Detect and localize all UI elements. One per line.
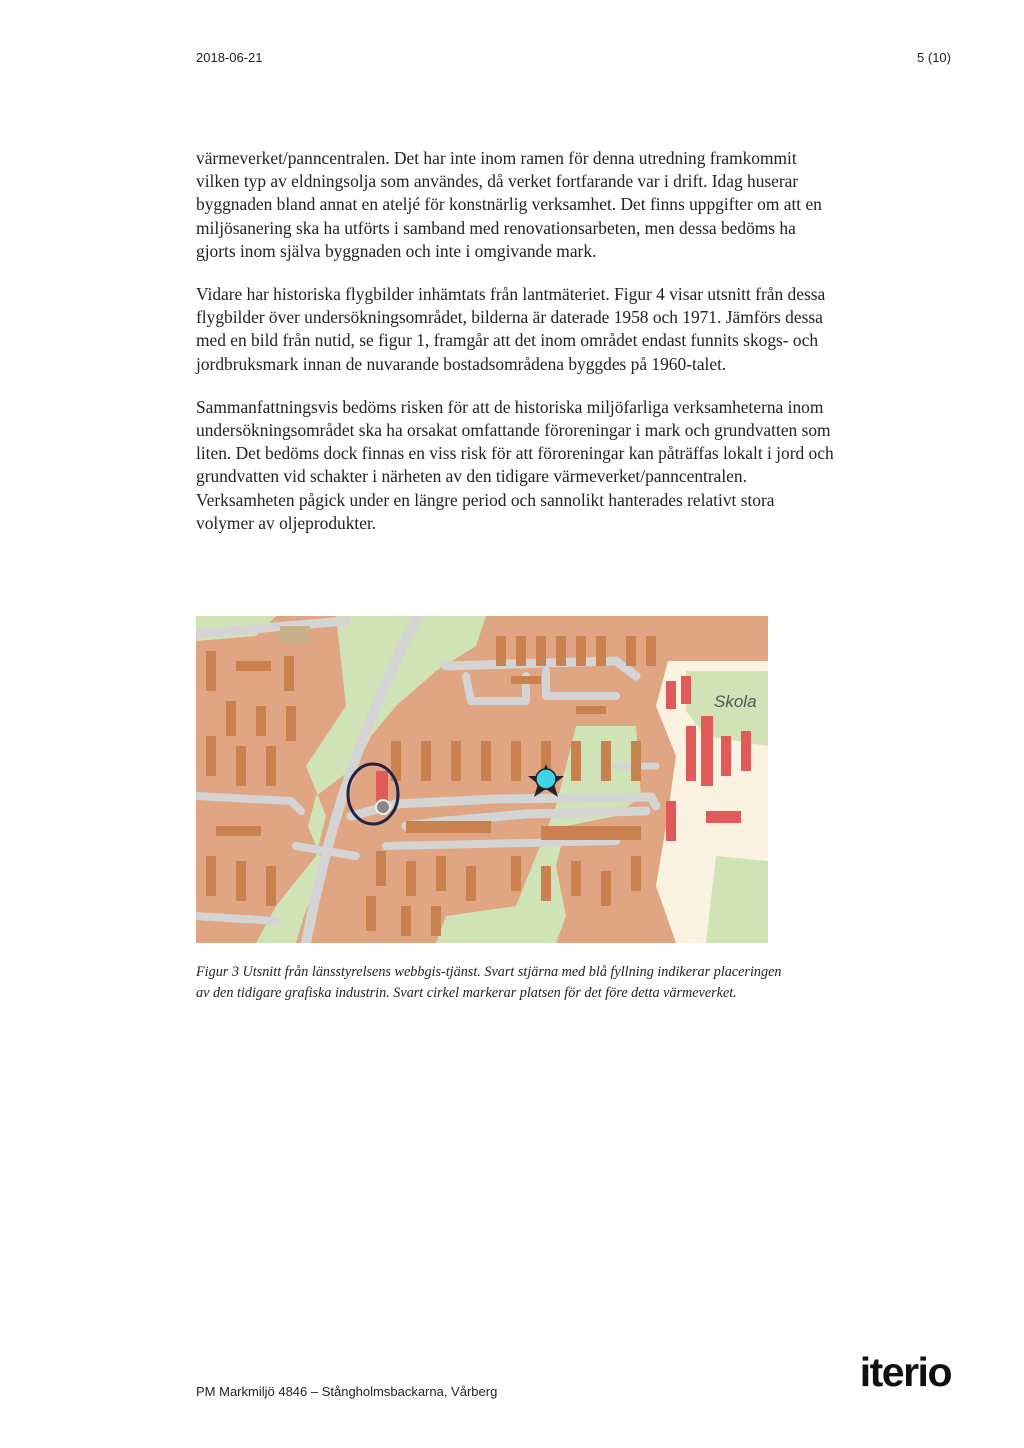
header-page-number: 5 (10) — [917, 50, 951, 65]
paragraph-1: värmeverket/panncentralen. Det har inte inom ramen för denna utredning framkommit vilken typ av eldningsolja som användes, då verket fortfarande var i drift. Idag huserar byggnaden bland annat en ateljé för konstnärlig verksamhet. Det finns uppgifter om att en miljösanering ska ha utförts i samband med renovationsarbeten, men dessa bedöms ha gjorts inom själva byggnaden och inte i omgivande mark. — [196, 148, 822, 261]
paragraph-3: Sammanfattningsvis bedöms risken för att de historiska miljöfarliga verksamheterna inom undersökningsområdet ska ha orsakat omfattande föroreningar i mark och grundvatten som liten. Det bedöms dock finnas en viss risk för att föroreningar kan påträffas lokalt i jord och grundvatten vid schakter i närheten av den tidigare värmeverket/panncentralen. Verksamheten pågick under en längre period och sannolikt hanterades relativt stora volymer av oljeprodukter. — [196, 396, 834, 533]
map-label-school: Skola — [714, 692, 757, 711]
body-text — [196, 147, 836, 555]
header-date: 2018-06-21 — [196, 50, 263, 65]
graphic-industry-blue-dot — [536, 769, 556, 789]
footer-text: PM Markmiljö 4846 – Stångholmsbackarna, Vårberg — [196, 1384, 498, 1399]
iterio-logo: iterio — [859, 1349, 951, 1395]
paragraph-2: Vidare har historiska flygbilder inhämtats från lantmäteriet. Figur 4 visar utsnitt från dessa flygbilder över undersökningsområdet, bilderna är daterade 1958 och 1971. Jämförs dessa med en bild från nutid, se figur 1, framgår att det inom området endast funnits skogs- och jordbruksmark innan de nuvarande bostadsområdena byggdes på 1960-talet. — [196, 284, 826, 374]
heating-plant-point-icon — [376, 800, 390, 814]
map-image — [196, 616, 768, 943]
figure-caption: Figur 3 Utsnitt från länsstyrelsens webbgis-tjänst. Svart stjärna med blå fyllning indikerar placeringen av den tidigare grafiska industrin. Svart cirkel markerar platsen för det före detta värmeverket. — [196, 964, 782, 1001]
map-figure — [196, 616, 768, 943]
